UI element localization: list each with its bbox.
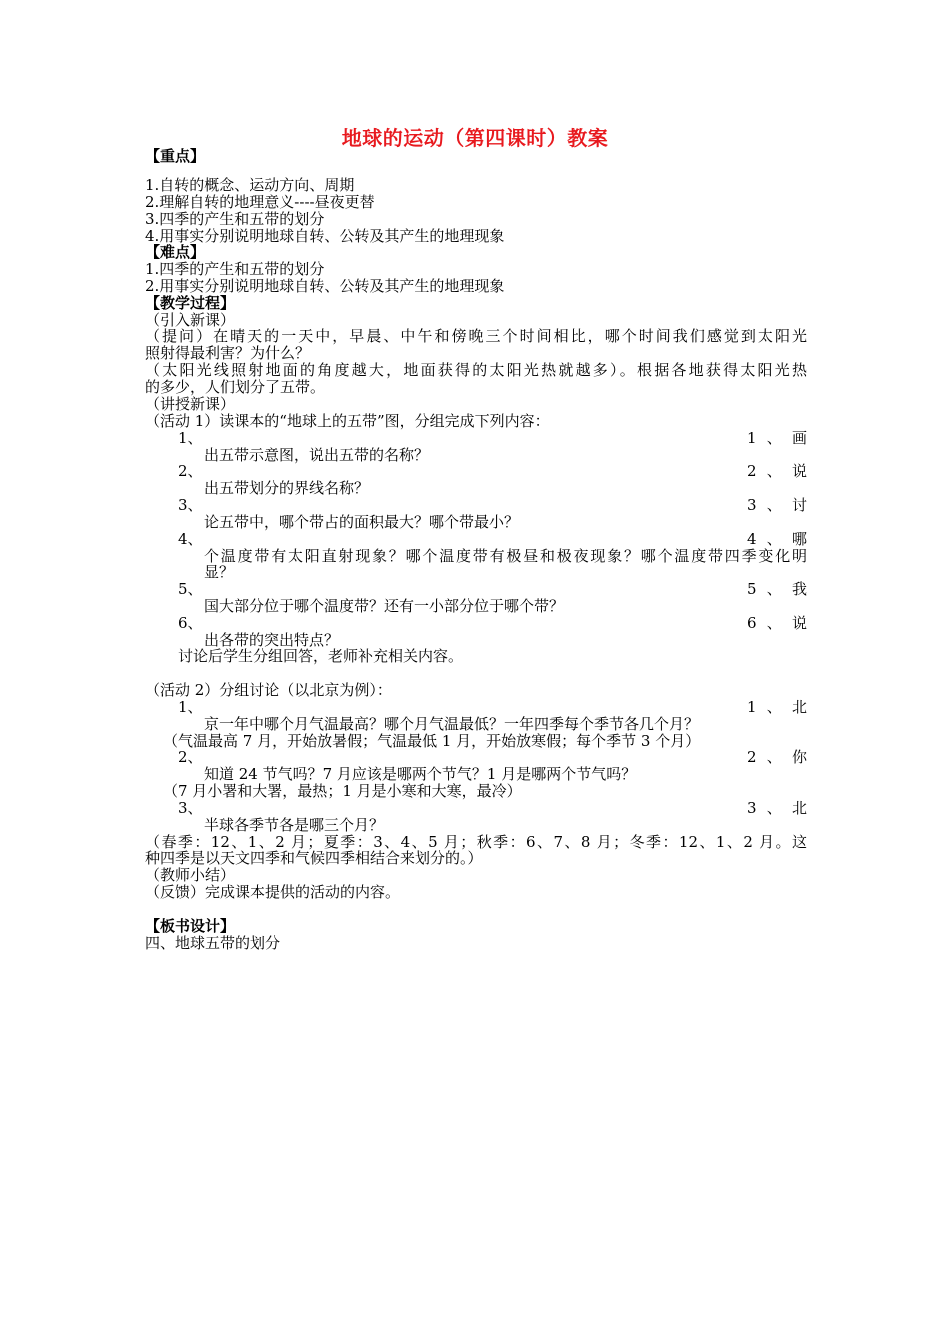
process-heading: 【教学过程】 (145, 294, 236, 312)
question-line-2: 照射得最利害？为什么？ (145, 344, 311, 362)
activity1-item-index: 3、 (178, 496, 203, 514)
activity2-heading: （活动 2）分组讨论（以北京为例）： (145, 681, 392, 699)
answer-line-2: 的多少，人们划分了五带。 (145, 378, 326, 396)
intro-label: （引入新课） (145, 311, 236, 329)
activity1-item-index: 2、 (178, 462, 203, 480)
activity1-item-text: 出各带的突出特点？ (204, 631, 340, 649)
activity2-item-marker: 1 、 北 (747, 698, 807, 716)
board-line: 四、地球五带的划分 (145, 934, 281, 952)
activity1-item-index: 1、 (178, 429, 203, 447)
activity2-item-text: 京一年中哪个月气温最高？哪个月气温最低？一年四季每个季节各几个月？ (204, 715, 700, 733)
activity1-item-marker: 1 、 画 (747, 429, 807, 447)
activity2-item-marker: 3 、 北 (747, 799, 807, 817)
activity1-item-marker: 4 、 哪 (747, 530, 807, 548)
lecture-label: （讲授新课） (145, 395, 236, 413)
activity2-item-text: 半球各季节各是哪三个月？ (204, 816, 385, 834)
difficulty-item: 1.四季的产生和五带的划分 (145, 260, 325, 278)
feedback: （反馈）完成课本提供的活动的内容。 (145, 883, 401, 901)
activity1-summary: 讨论后学生分组回答，老师补充相关内容。 (178, 647, 464, 665)
keypoint-item: 1.自转的概念、运动方向、周期 (145, 176, 355, 194)
activity1-item-text: 出五带示意图，说出五带的名称？ (204, 446, 430, 464)
activity2-item-answer: （气温最高 7 月，开始放暑假；气温最低 1 月，开始放寒假；每个季节 3 个月） (163, 732, 701, 750)
activity1-item-text-cont: 显？ (204, 563, 235, 581)
activity2-item-index: 2、 (178, 748, 203, 766)
keypoint-item: 3.四季的产生和五带的划分 (145, 210, 325, 228)
difficulty-item: 2.用事实分别说明地球自转、公转及其产生的地理现象 (145, 277, 505, 295)
activity1-item-marker: 3 、 讨 (747, 496, 807, 514)
activity1-item-marker: 5 、 我 (747, 580, 807, 598)
activity1-item-text: 国大部分位于哪个温度带？还有一小部分位于哪个带？ (204, 597, 565, 615)
activity1-item-text: 出五带划分的界线名称？ (204, 479, 370, 497)
activity1-item-marker: 6 、 说 (747, 614, 807, 632)
activity1-item-text: 个温度带有太阳直射现象？哪个温度带有极昼和极夜现象？哪个温度带四季变化明 (204, 547, 807, 565)
teacher-summary: （教师小结） (145, 866, 236, 884)
activity2-item-answer-cont: 种四季是以天文四季和气候四季相结合来划分的。） (145, 849, 483, 867)
keypoint-item: 4.用事实分别说明地球自转、公转及其产生的地理现象 (145, 227, 505, 245)
question-line-1: （提问）在晴天的一天中，早晨、中午和傍晚三个时间相比，哪个时间我们感觉到太阳光 (145, 327, 807, 345)
activity1-item-index: 5、 (178, 580, 203, 598)
activity2-item-index: 1、 (178, 698, 203, 716)
activity2-item-index: 3、 (178, 799, 203, 817)
activity1-item-text: 论五带中，哪个带占的面积最大？哪个带最小？ (204, 513, 520, 531)
activity1-item-index: 6、 (178, 614, 203, 632)
activity2-item-answer: （7 月小署和大署，最热；1 月是小寒和大寒，最冷） (163, 782, 522, 800)
page-title: 地球的运动（第四课时）教案 (341, 126, 609, 150)
activity1-heading: （活动 1）读课本的“地球上的五带”图，分组完成下列内容： (145, 412, 550, 430)
keypoints-heading: 【重点】 (145, 147, 206, 165)
board-heading: 【板书设计】 (145, 917, 236, 935)
keypoint-item: 2.理解自转的地理意义----昼夜更替 (145, 193, 375, 211)
activity1-item-index: 4、 (178, 530, 203, 548)
activity1-item-marker: 2 、 说 (747, 462, 807, 480)
activity2-item-answer: （春季：12、1、2 月；夏季：3、4、5 月；秋季：6、7、8 月；冬季：12、1、2 月。这 (145, 833, 807, 851)
difficulties-heading: 【难点】 (145, 243, 206, 261)
activity2-item-text: 知道 24 节气吗？7 月应该是哪两个节气？1 月是哪两个节气吗？ (204, 765, 637, 783)
answer-line-1: （太阳光线照射地面的角度越大，地面获得的太阳光热就越多）。根据各地获得太阳光热 (145, 361, 807, 379)
activity2-item-marker: 2 、 你 (747, 748, 807, 766)
